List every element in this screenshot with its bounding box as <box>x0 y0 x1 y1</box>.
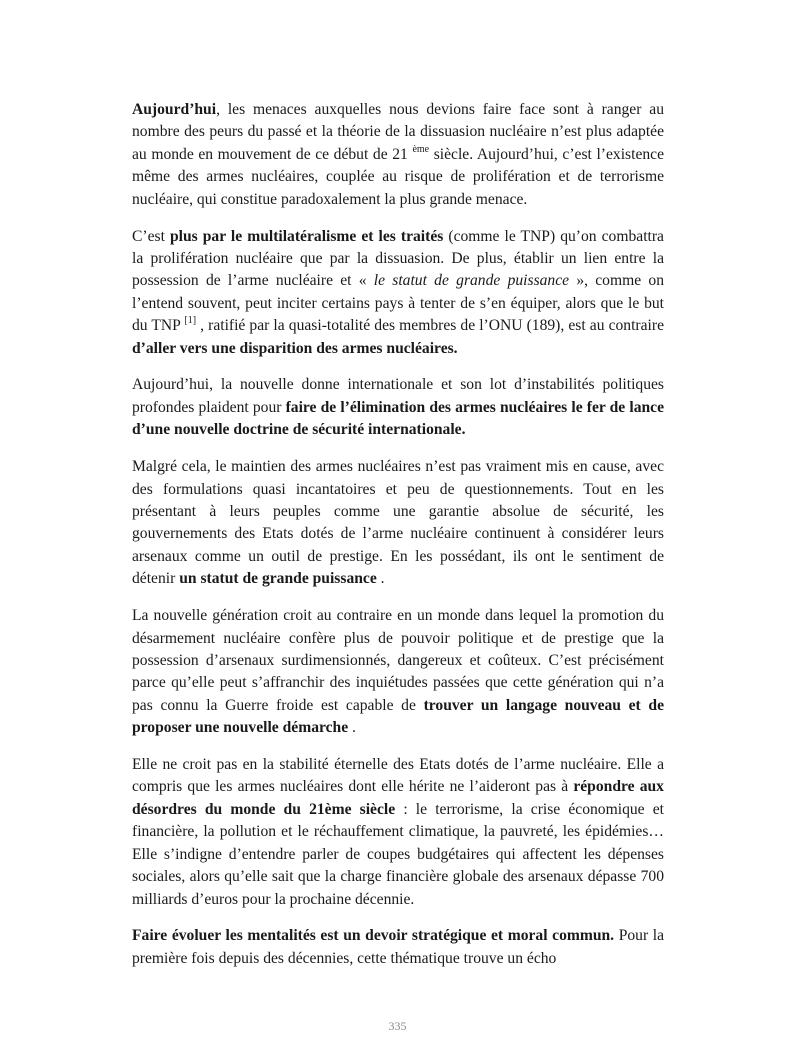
superscript: ème <box>412 143 430 155</box>
text-span: , les menaces auxquelles nous devions faire face sont à ranger au nombre des peurs du passé et la théorie de la dissuasion nucléaire n’est plus adaptée au monde en mouvement de ce début de 21 <box>132 101 664 163</box>
text-span: C’est <box>132 227 170 245</box>
bold-span: trouver un langage nouveau et de proposer une nouvelle démarche <box>132 696 664 737</box>
text-span: Pour la première fois depuis des décennies, cette thématique trouve un écho <box>132 927 665 967</box>
bold-span: Aujourd’hui <box>132 101 217 118</box>
paragraph-5 <box>132 605 664 739</box>
text-span: , ratifié par la quasi-totalité des membres de l’ONU (189), est au contraire <box>196 317 664 335</box>
bold-span: faire de l’élimination des armes nucléaires le fer de lance d’une nouvelle doctrine de sécurité internationale. <box>132 398 665 439</box>
bold-span: plus par le multilatéralisme et les traités <box>169 227 444 245</box>
text-span: (comme le TNP) qu’on combattra la prolifération nucléaire que par la dissuasion. De plus, établir un lien entre la possession de l’arme nucléaire et « <box>132 227 664 290</box>
paragraph-2 <box>132 226 664 360</box>
text-span: siècle. Aujourd’hui, c’est l’existence même des armes nucléaires, couplée au risque de prolifération et de terrorisme nucléaire, qui constitue paradoxalement la plus grande menace. <box>132 145 664 208</box>
paragraph-7 <box>132 925 664 970</box>
page-body <box>132 99 664 985</box>
paragraph-1 <box>132 99 664 211</box>
bold-span: répondre aux désordres du monde du 21ème siècle <box>132 778 664 818</box>
footnote-reference[interactable]: [1] <box>184 315 197 327</box>
text-span: Malgré cela, le maintien des armes nucléaires n’est pas vraiment mis en cause, avec des formulations quasi incantatoires et peu de questionnements. Tout en les présentant à leurs peuples comme une garantie absolue de sécurité, les gouvernements des Etats dotés de l’arme nucléaire continuent à considérer leurs arsenaux comme un outil de prestige. En les possédant, ils ont le sentiment de détenir <box>132 458 664 588</box>
text-span: : le terrorisme, la crise économique et financière, la pollution et le réchauffement climatique, la pauvreté, les épidémies… Elle s’indigne d’entendre parler de coupes budgétaires qui affectent les dépenses sociales, alors qu’elle sait que la charge financière globale des arsenaux dépasse 700 milliards d’euros pour la prochaine décennie. <box>132 800 664 908</box>
page-number: 335 <box>388 1019 407 1033</box>
text-span: Aujourd’hui, la nouvelle donne internationale et son lot d’instabilités politiques profondes plaident pour <box>132 376 664 416</box>
text-span: », comme on l’entend souvent, peut inciter certains pays à tenter de s’en équiper, alors que le but du TNP <box>132 272 664 335</box>
text-span: . <box>376 570 385 588</box>
bold-span: un statut de grande puissance <box>179 570 377 588</box>
text-span: Elle ne croit pas en la stabilité éternelle des Etats dotés de l’arme nucléaire. Elle a compris que les armes nucléaires dont elle hérite ne l’aideront pas à <box>132 756 664 796</box>
paragraph-3 <box>132 374 664 441</box>
text-span: . <box>348 719 356 737</box>
text-span: La nouvelle génération croit au contraire en un monde dans lequel la promotion du désarmement nucléaire confère plus de pouvoir politique et de prestige que la possession d’arsenaux surdimensionnés, dangereux et coûteux. C’est précisément parce qu’elle peut s’affranchir des inquiétudes passées que cette génération qui n’a pas connu la Guerre froide est capable de <box>132 607 664 714</box>
paragraph-6 <box>132 754 664 911</box>
italic-span: le statut de grande puissance <box>373 272 570 290</box>
bold-span: Faire évoluer les mentalités est un devoir stratégique et moral commun. <box>132 927 615 945</box>
bold-span: d’aller vers une disparition des armes nucléaires. <box>132 339 458 357</box>
paragraph-4 <box>132 456 664 590</box>
